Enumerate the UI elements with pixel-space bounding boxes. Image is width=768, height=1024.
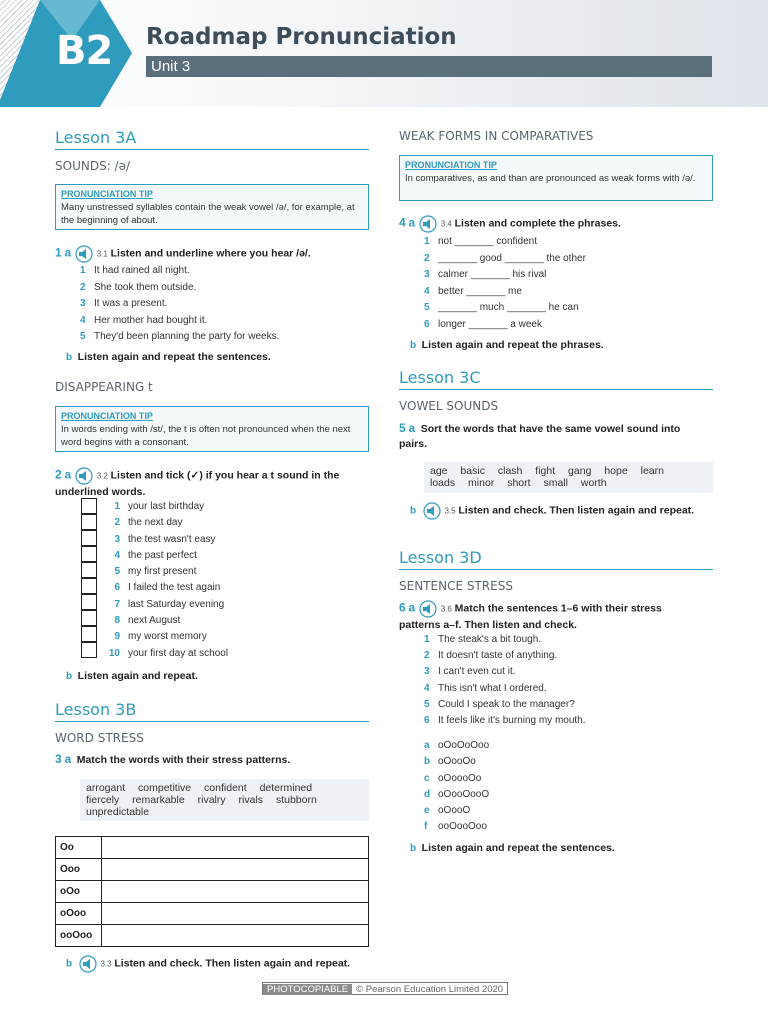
list-item: 1 not _______ confident — [424, 236, 537, 247]
pronunciation-tip-1 — [55, 184, 369, 230]
answer-cell[interactable] — [102, 837, 369, 859]
list-item: 5 They'd been planning the party for weeks. — [80, 331, 280, 342]
vowel-sounds-heading: VOWEL SOUNDS — [399, 399, 499, 413]
tick-checkbox[interactable] — [81, 610, 97, 626]
part-letter: a — [64, 245, 72, 260]
tick-checkbox[interactable] — [81, 642, 97, 658]
list-item: 3 the test wasn't easy — [114, 533, 216, 545]
tip-label: PRONUNCIATION TIP — [61, 411, 153, 421]
pronunciation-tip-2 — [55, 406, 369, 452]
tick-checkbox[interactable] — [81, 546, 97, 562]
list-item: 9 my worst memory — [114, 631, 207, 643]
tip-label: PRONUNCIATION TIP — [405, 160, 497, 170]
question-2a: 2 a 3.2 Listen and tick (✓) if you hear a t sound in the underlined words. — [55, 467, 340, 498]
copyright: © Pearson Education Limited 2020 — [356, 984, 504, 995]
list-item: 3 I can't even cut it. — [424, 666, 516, 678]
tip-label: PRONUNCIATION TIP — [61, 189, 153, 199]
question-1a — [55, 245, 369, 263]
pattern-label: ooOoo — [56, 925, 102, 947]
tip-text: In comparatives, as and than are pronounced as weak forms with /ə/. — [405, 173, 696, 184]
lesson-3d-title: Lesson 3D — [399, 548, 713, 570]
list-item: 3 calmer _______ his rival — [424, 269, 547, 280]
tick-checkbox[interactable] — [81, 562, 97, 578]
question-2b: b Listen again and repeat. — [66, 670, 198, 682]
list-item: 1 The steak's a bit tough. — [424, 634, 542, 645]
word-line: fiercely remarkable rivalry rivals stubborn — [86, 794, 317, 806]
question-4b: b Listen again and repeat the phrases. — [410, 339, 604, 351]
list-item: b oOooOo — [424, 756, 476, 768]
speaker-icon[interactable] — [78, 955, 98, 973]
word-line: age basic clash fight gang hope learn — [430, 465, 664, 477]
list-item: 7 last Saturday evening — [114, 598, 225, 610]
speaker-icon[interactable] — [418, 215, 438, 233]
answer-cell[interactable] — [102, 881, 369, 903]
list-item: 4 Her mother had bought it. — [80, 314, 208, 326]
question-5b: b 3.5 Listen and check. Then listen again and repeat. — [410, 502, 710, 520]
table-row — [56, 859, 369, 881]
unit-bar: Unit 3 — [146, 56, 712, 77]
pattern-label: Ooo — [56, 859, 102, 881]
sentence-stress-heading: SENTENCE STRESS — [399, 579, 513, 593]
list-item: c oOoooOo — [424, 772, 482, 784]
list-item: 4 better _______ me — [424, 285, 522, 297]
answer-cell[interactable] — [102, 925, 369, 947]
tick-checkbox[interactable] — [81, 594, 97, 610]
list-item: 2 It doesn't taste of anything. — [424, 650, 558, 662]
q6-sentences — [424, 634, 586, 731]
q1-items — [80, 265, 279, 348]
tip-text: Many unstressed syllables contain the weak vowel /ə/, for example, at the beginning of about. — [61, 202, 355, 226]
list-item: 4 the past perfect — [114, 549, 197, 561]
table-row — [56, 925, 369, 947]
list-item: 6 It feels like it's burning my mouth. — [424, 714, 586, 726]
speaker-icon[interactable] — [418, 600, 438, 618]
tick-checkbox[interactable] — [81, 514, 97, 530]
tick-checkbox[interactable] — [81, 530, 97, 546]
list-item: 3 It was a present. — [80, 298, 168, 309]
photocopiable-label: PHOTOCOPIABLE — [263, 984, 352, 995]
page-header — [0, 0, 768, 107]
list-item: 2 _______ good _______ the other — [424, 252, 586, 264]
sounds-heading: SOUNDS: /ə/ — [55, 159, 131, 173]
pattern-label: Oo — [56, 837, 102, 859]
q4-items — [424, 236, 586, 335]
pattern-label: oOo — [56, 881, 102, 903]
word-box — [424, 462, 713, 493]
speaker-icon[interactable] — [74, 467, 94, 485]
list-item: 6 longer _______ a week — [424, 318, 542, 330]
question-5a: 5 a Sort the words that have the same vowel sound into pairs. — [399, 421, 681, 450]
pattern-label: oOoo — [56, 903, 102, 925]
footer — [262, 982, 508, 995]
level-badge: B2 — [56, 28, 113, 74]
list-item: a oOoOoOoo — [424, 740, 490, 751]
track-number: 3.1 — [96, 249, 108, 259]
question-number: 1 — [55, 245, 62, 260]
q2-items — [104, 501, 228, 664]
tick-checkbox[interactable] — [81, 626, 97, 642]
word-line: unpredictable — [86, 806, 150, 818]
list-item: 1 your last birthday — [114, 501, 205, 512]
word-line: arrogant competitive confident determined — [86, 782, 313, 794]
list-item: e oOooO — [424, 805, 471, 817]
speaker-icon[interactable] — [422, 502, 442, 520]
tip-text: In words ending with /st/, the t is often not pronounced when the next word begins with a consonant. — [61, 424, 351, 448]
q6-patterns — [424, 740, 489, 838]
table-row — [56, 837, 369, 859]
lesson-3b-title: Lesson 3B — [55, 700, 369, 722]
list-item: 6 I failed the test again — [114, 582, 221, 594]
list-item: 5 Could I speak to the manager? — [424, 698, 575, 710]
page-title: Roadmap Pronunciation — [146, 24, 457, 50]
question-6b: b Listen again and repeat the sentences. — [410, 842, 615, 854]
list-item: 4 This isn't what I ordered. — [424, 682, 547, 694]
table-row — [56, 903, 369, 925]
pronunciation-tip-3 — [399, 155, 713, 201]
lesson-3c-title: Lesson 3C — [399, 368, 713, 390]
list-item: 1 It had rained all night. — [80, 265, 190, 276]
table-row — [56, 881, 369, 903]
list-item: d oOooOooO — [424, 788, 490, 800]
disappearing-heading: DISAPPEARING t — [55, 380, 153, 394]
speaker-icon[interactable] — [74, 245, 94, 263]
instruction: Listen and underline where you hear /ə/. — [110, 247, 311, 260]
lesson-3a-title: Lesson 3A — [55, 128, 369, 150]
question-1b: b Listen again and repeat the sentences. — [66, 351, 271, 363]
list-item: 8 next August — [114, 615, 181, 627]
list-item: 5 my first present — [114, 566, 197, 578]
question-4a: 4 a 3.4 Listen and complete the phrases. — [399, 215, 621, 233]
list-item: 5 _______ much _______ he can — [424, 302, 579, 313]
answer-cell[interactable] — [102, 859, 369, 881]
stress-pattern-table — [55, 836, 369, 947]
tick-checkbox[interactable] — [81, 578, 97, 594]
list-item: 2 She took them outside. — [80, 281, 197, 293]
word-line: loads minor short small worth — [430, 477, 607, 489]
word-box — [80, 779, 369, 821]
list-item: 10 your first day at school — [108, 647, 229, 659]
question-3a: 3 a Match the words with their stress patterns. — [55, 752, 291, 766]
word-stress-heading: WORD STRESS — [55, 731, 144, 745]
list-item: f ooOooOoo — [424, 821, 487, 833]
answer-cell[interactable] — [102, 903, 369, 925]
tick-checkbox[interactable] — [81, 498, 97, 514]
question-6a: 6 a 3.6 Match the sentences 1–6 with their stress patterns a–f. Then listen and check. — [399, 600, 662, 631]
weak-forms-heading: WEAK FORMS IN COMPARATIVES — [399, 129, 594, 143]
question-3b: b 3.3 Listen and check. Then listen again and repeat. — [66, 955, 350, 973]
list-item: 2 the next day — [114, 517, 183, 529]
